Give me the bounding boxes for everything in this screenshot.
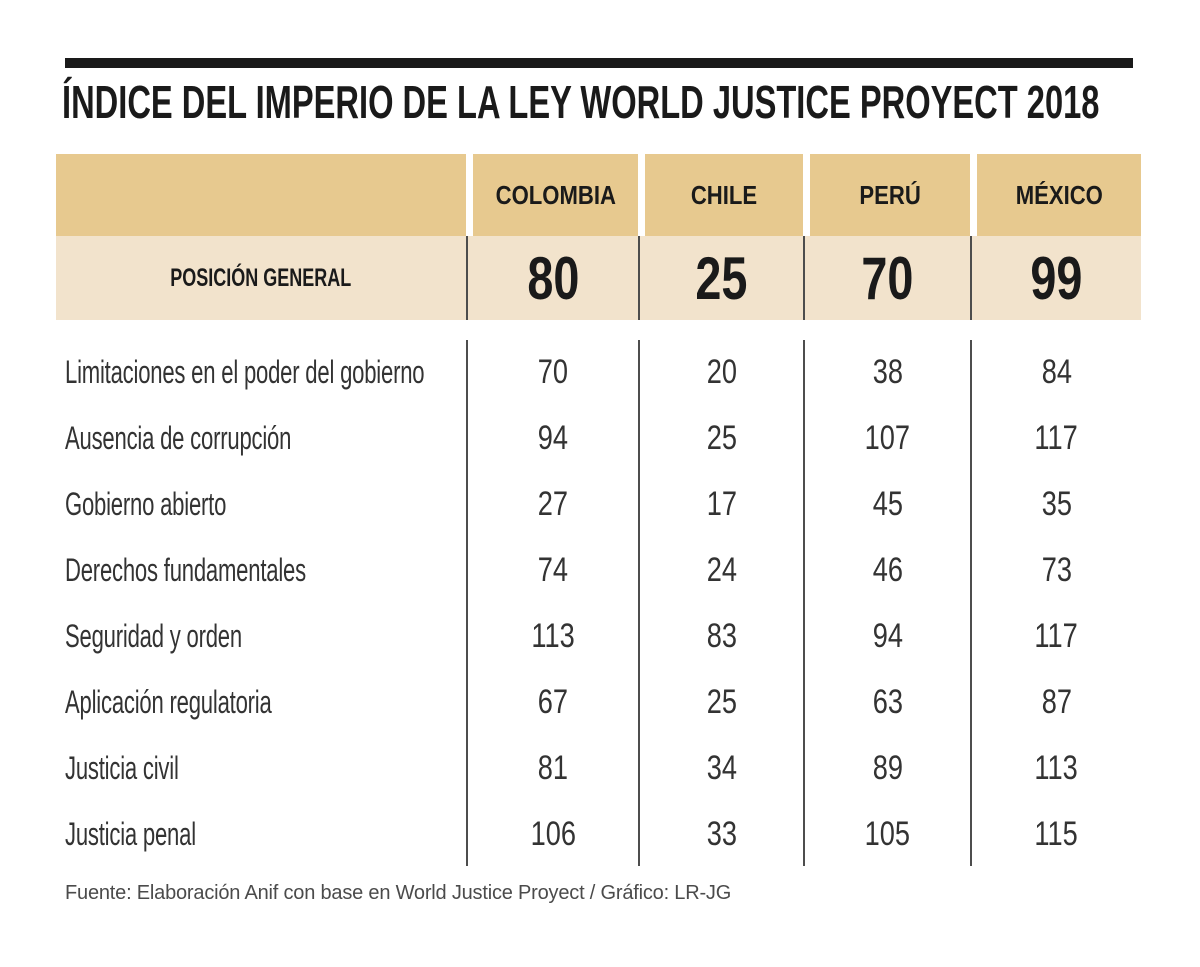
row-value-chile: 83	[706, 616, 737, 655]
row-label-cell	[56, 670, 466, 734]
row-value-peru-cell	[803, 802, 970, 866]
row-value-colombia-cell	[466, 604, 638, 668]
position-value-colombia-cell	[466, 236, 638, 320]
row-value-colombia: 70	[537, 352, 569, 391]
row-value-colombia: 106	[530, 814, 576, 853]
ranking-table	[56, 154, 1141, 866]
column-header-colombia-cell	[466, 154, 638, 236]
table-row	[56, 670, 1141, 734]
row-value-peru-cell	[803, 472, 970, 536]
position-value-chile: 25	[695, 244, 748, 312]
position-value-peru-cell	[803, 236, 970, 320]
column-header-chile: CHILE	[690, 179, 758, 210]
table-row	[56, 538, 1141, 602]
row-value-mexico-cell	[970, 670, 1141, 734]
row-value-mexico: 115	[1034, 814, 1079, 853]
row-value-chile: 33	[706, 814, 737, 853]
position-value-chile-cell	[638, 236, 803, 320]
row-value-chile-cell	[638, 538, 803, 602]
table-row	[56, 472, 1141, 536]
position-value-peru: 70	[861, 244, 914, 312]
row-label: Limitaciones en el poder del gobierno	[65, 353, 425, 390]
row-value-mexico-cell	[970, 736, 1141, 800]
row-value-colombia-cell	[466, 538, 638, 602]
row-value-mexico: 113	[1034, 748, 1079, 787]
row-value-chile-cell	[638, 670, 803, 734]
row-value-chile: 25	[706, 418, 737, 457]
row-value-mexico-cell	[970, 472, 1141, 536]
row-value-colombia: 81	[537, 748, 569, 787]
row-label: Justicia penal	[65, 815, 196, 852]
row-value-peru-cell	[803, 670, 970, 734]
row-value-colombia-cell	[466, 736, 638, 800]
column-header-peru-cell	[803, 154, 970, 236]
row-label-cell	[56, 736, 466, 800]
row-value-mexico: 84	[1041, 352, 1072, 391]
row-value-peru: 107	[864, 418, 911, 457]
row-label: Derechos fundamentales	[65, 551, 306, 588]
row-value-chile: 25	[706, 682, 737, 721]
top-rule	[65, 58, 1133, 68]
row-value-peru-cell	[803, 340, 970, 404]
row-value-chile-cell	[638, 472, 803, 536]
table-row	[56, 340, 1141, 404]
row-value-mexico-cell	[970, 538, 1141, 602]
row-value-colombia: 67	[537, 682, 569, 721]
row-value-peru: 45	[872, 484, 903, 523]
row-value-peru-cell	[803, 736, 970, 800]
row-value-chile: 17	[706, 484, 737, 523]
row-label: Ausencia de corrupción	[65, 419, 292, 456]
row-label: Aplicación regulatoria	[65, 683, 272, 720]
source-note: Fuente: Elaboración Anif con base en World Justice Proyect / Gráfico: LR-JG	[65, 882, 732, 904]
chart-title-text: ÍNDICE DEL IMPERIO DE LA LEY WORLD JUSTICE PROYECT 2018	[62, 76, 1100, 128]
chart-title	[62, 76, 1200, 128]
row-value-peru: 63	[872, 682, 903, 721]
row-value-mexico-cell	[970, 406, 1141, 470]
row-value-chile-cell	[638, 802, 803, 866]
header-spacer-cell	[56, 154, 466, 236]
column-header-mexico-cell	[970, 154, 1141, 236]
row-value-colombia-cell	[466, 670, 638, 734]
position-label-cell	[56, 236, 466, 320]
row-value-colombia-cell	[466, 802, 638, 866]
row-value-mexico: 117	[1034, 418, 1079, 457]
row-value-peru-cell	[803, 538, 970, 602]
column-header-chile-cell	[638, 154, 803, 236]
row-value-mexico: 87	[1041, 682, 1072, 721]
row-value-chile: 20	[706, 352, 737, 391]
row-value-mexico: 73	[1041, 550, 1072, 589]
row-value-chile-cell	[638, 736, 803, 800]
row-value-mexico: 35	[1041, 484, 1072, 523]
table-row	[56, 604, 1141, 668]
row-label-cell	[56, 406, 466, 470]
position-value-mexico: 99	[1030, 244, 1083, 312]
row-value-colombia: 113	[531, 616, 575, 655]
row-value-colombia: 27	[537, 484, 569, 523]
row-label: Gobierno abierto	[65, 485, 227, 522]
table-header-row	[56, 154, 1141, 236]
row-label-cell	[56, 340, 466, 404]
row-label: Seguridad y orden	[65, 617, 242, 654]
row-value-peru: 46	[872, 550, 903, 589]
table-row	[56, 802, 1141, 866]
column-header-colombia: COLOMBIA	[495, 179, 616, 210]
row-label-cell	[56, 538, 466, 602]
row-value-colombia: 74	[537, 550, 569, 589]
row-value-peru-cell	[803, 604, 970, 668]
row-value-mexico-cell	[970, 802, 1141, 866]
position-value-colombia: 80	[526, 244, 580, 312]
row-value-peru: 105	[864, 814, 911, 853]
row-value-chile-cell	[638, 604, 803, 668]
row-label-cell	[56, 802, 466, 866]
column-header-mexico: MÉXICO	[1015, 179, 1103, 210]
indicator-rows	[56, 320, 1141, 866]
position-value-mexico-cell	[970, 236, 1141, 320]
row-label: Justicia civil	[65, 749, 179, 786]
row-value-peru-cell	[803, 406, 970, 470]
row-value-chile-cell	[638, 406, 803, 470]
table-row	[56, 406, 1141, 470]
row-label-cell	[56, 472, 466, 536]
row-value-colombia: 94	[537, 418, 569, 457]
row-value-mexico-cell	[970, 604, 1141, 668]
row-value-mexico: 117	[1034, 616, 1079, 655]
row-value-mexico-cell	[970, 340, 1141, 404]
row-value-colombia-cell	[466, 340, 638, 404]
position-row	[56, 236, 1141, 320]
row-value-colombia-cell	[466, 472, 638, 536]
row-value-peru: 89	[872, 748, 903, 787]
column-header-peru: PERÚ	[859, 179, 921, 210]
row-value-peru: 38	[872, 352, 903, 391]
row-value-chile: 34	[706, 748, 737, 787]
position-label: POSICIÓN GENERAL	[170, 263, 352, 292]
row-value-colombia-cell	[466, 406, 638, 470]
row-value-chile-cell	[638, 340, 803, 404]
row-value-chile: 24	[706, 550, 737, 589]
row-value-peru: 94	[872, 616, 903, 655]
row-label-cell	[56, 604, 466, 668]
table-row	[56, 736, 1141, 800]
